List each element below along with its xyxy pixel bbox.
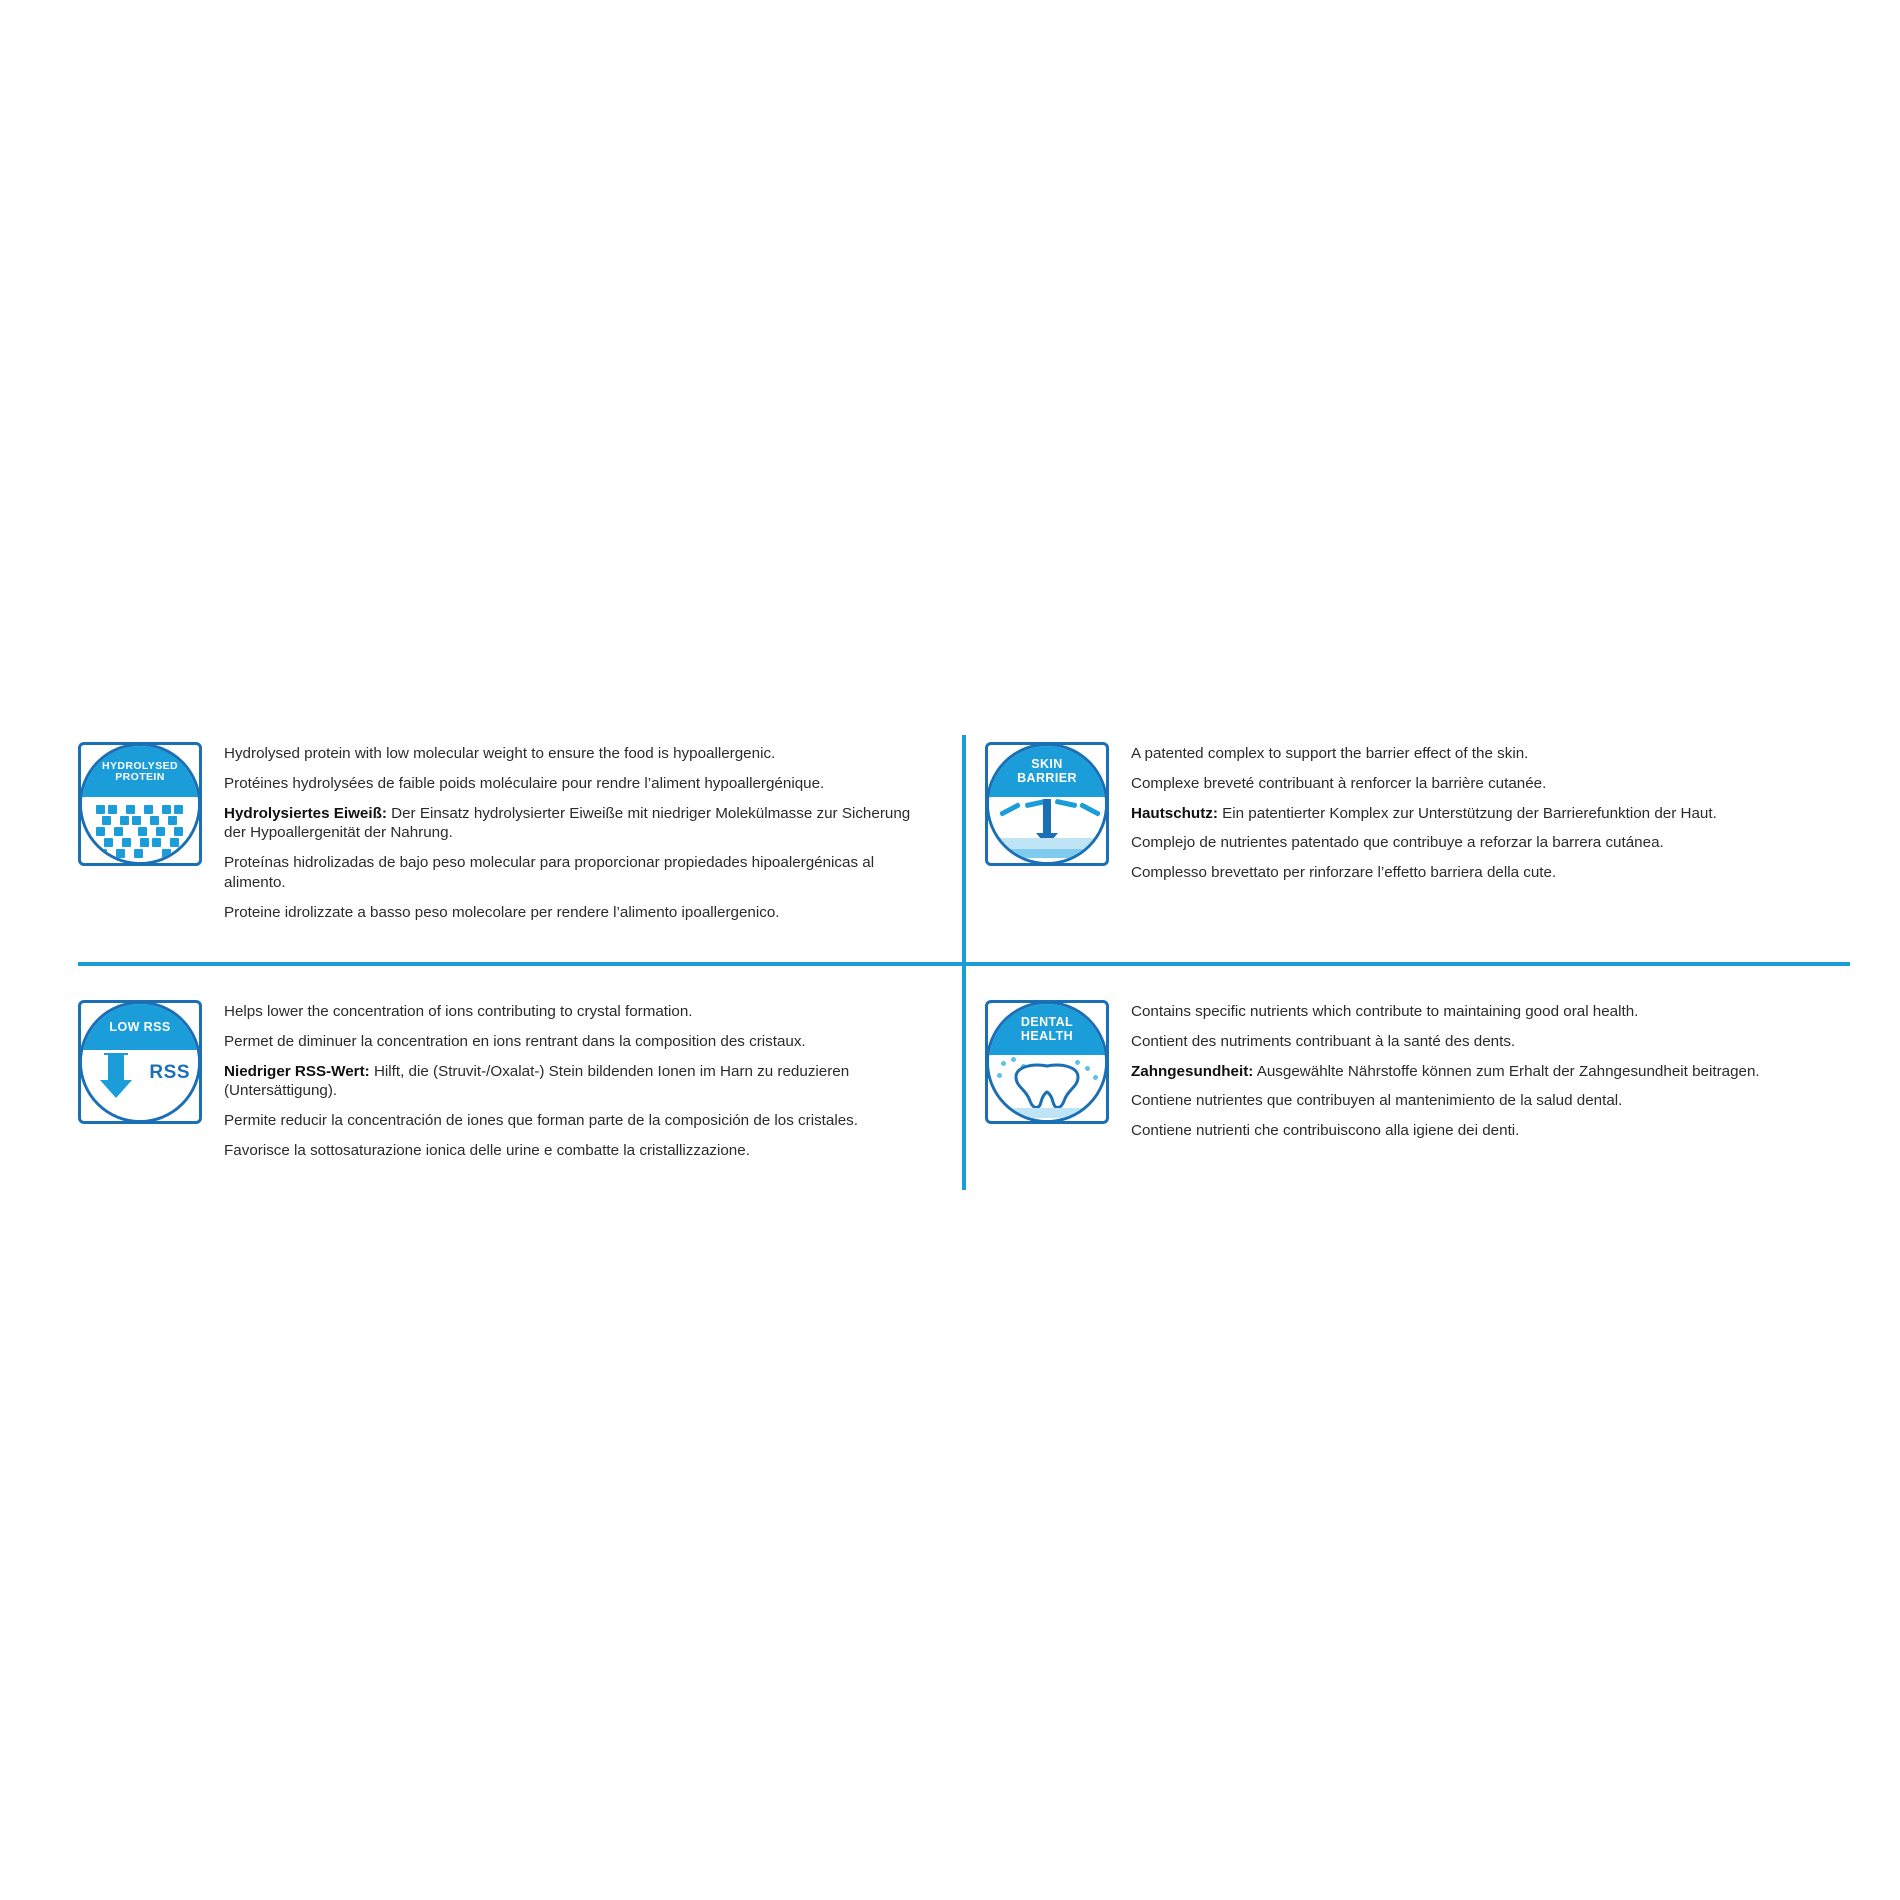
benefit-block-low-rss: [78, 1000, 928, 1161]
benefit-line-text: Hydrolysed protein with low molecular weight to ensure the food is hypoallergenic.: [224, 745, 776, 762]
badge-title-line-1: HYDROLYSED: [102, 759, 178, 772]
pixel-protein-icon: [92, 803, 188, 855]
benefit-line: [1131, 1032, 1840, 1052]
benefit-line-text: Complesso brevettato per rinforzare l’effetto barriera della cute.: [1131, 864, 1557, 881]
badge-title-line-2: BARRIER: [1017, 770, 1077, 785]
benefit-line-text: Complexe breveté contribuant à renforcer la barrière cutanée.: [1131, 774, 1547, 792]
benefit-line-text: Ausgewählte Nährstoffe können zum Erhalt der Zahngesundheit beitragen.: [1253, 1062, 1760, 1080]
benefit-line: [1131, 833, 1840, 853]
tooth-shape-icon: [1010, 1063, 1084, 1111]
benefit-line: [224, 1002, 928, 1022]
skin-barrier-badge: [985, 742, 1109, 866]
benefit-line-text: Der Einsatz hydrolysierter Eiweiße mit niedriger Molekülmasse zur Sicherung der Hypoallergenität der Nahrung.: [224, 804, 911, 842]
benefit-line-text: Contient des nutriments contribuant à la santé des dents.: [1131, 1032, 1516, 1050]
benefit-line-bold: Zahngesundheit:: [1131, 1062, 1254, 1080]
benefit-line-text: Proteine idrolizzate a basso peso molecolare per rendere l’alimento ipoallergenico.: [224, 903, 780, 921]
badge-title-line-1: DENTAL: [1020, 1015, 1074, 1030]
hydrolysed-protein-badge: [78, 742, 202, 866]
benefit-line: [224, 1062, 928, 1102]
benefit-line: [1131, 863, 1840, 883]
benefit-line-text: Contiene nutrientes que contribuyen al mantenimiento de la salud dental.: [1131, 1092, 1623, 1110]
benefit-line: [1131, 774, 1840, 794]
tooth-icon: [989, 1055, 1105, 1120]
benefit-line: [1131, 1091, 1840, 1111]
benefit-line: [1131, 1002, 1840, 1022]
benefit-line-text: Permet de diminuer la concentration en ions rentrant dans la composition des cristaux.: [224, 1032, 806, 1050]
low-rss-graphic-label: RSS: [149, 1062, 190, 1084]
benefit-line: [224, 1141, 928, 1161]
low-rss-arrow-icon: [82, 1050, 198, 1120]
benefit-line: [224, 1111, 928, 1131]
benefit-line-text: A patented complex to support the barrier effect of the skin.: [1131, 745, 1529, 762]
benefit-line: [1131, 1062, 1840, 1082]
benefit-line-text: Helps lower the concentration of ions contributing to crystal formation.: [224, 1003, 693, 1020]
benefit-line-bold: Niedriger RSS-Wert:: [224, 1062, 370, 1080]
dental-health-texts: [1131, 1000, 1840, 1141]
benefit-line-text: Proteínas hidrolizadas de bajo peso molecular para proporcionar propiedades hipoalergénicas al alimento.: [224, 854, 875, 891]
benefit-line: [224, 903, 928, 923]
badge-title-line-2: PROTEIN: [115, 770, 165, 783]
dental-health-badge: [985, 1000, 1109, 1124]
benefit-line-text: Favorisce la sottosaturazione ionica delle urine e combatte la cristallizzazione.: [224, 1141, 750, 1159]
benefit-line: [224, 1032, 928, 1052]
badge-title-line-2: HEALTH: [1020, 1028, 1074, 1043]
hydrolysed-protein-texts: [224, 742, 928, 922]
benefit-line: [1131, 744, 1840, 764]
benefit-line-text: Contiene nutrienti che contribuiscono alla igiene dei denti.: [1131, 1122, 1520, 1139]
benefit-block-skin-barrier: [985, 742, 1840, 883]
badge-title-line-1: LOW RSS: [109, 1019, 171, 1034]
benefit-line-text: Permite reducir la concentración de iones que forman parte de la composición de los cristales.: [224, 1112, 858, 1129]
benefit-line: [1131, 1121, 1840, 1141]
benefit-line-text: Ein patentierter Komplex zur Unterstützung der Barrierefunktion der Haut.: [1217, 804, 1717, 822]
benefit-line: [224, 853, 928, 893]
benefit-line-text: Protéines hydrolysées de faible poids moléculaire pour rendre l’aliment hypoallergénique.: [224, 774, 825, 792]
benefit-line-text: Complejo de nutrientes patentado que contribuye a reforzar la barrera cutánea.: [1131, 834, 1664, 852]
badge-title-line-1: SKIN: [1031, 757, 1063, 772]
skin-barrier-icon: [989, 797, 1105, 862]
benefit-line: [224, 774, 928, 794]
skin-barrier-texts: [1131, 742, 1840, 883]
benefit-line: [224, 744, 928, 764]
low-rss-texts: [224, 1000, 928, 1161]
benefit-line: [1131, 804, 1840, 824]
benefit-block-hydrolysed-protein: [78, 742, 928, 922]
benefit-line-bold: Hautschutz:: [1131, 804, 1218, 822]
benefit-line-bold: Hydrolysiertes Eiweiß:: [224, 804, 387, 822]
benefit-line: [224, 804, 928, 844]
benefit-block-dental-health: [985, 1000, 1840, 1141]
benefit-line-text: Contains specific nutrients which contribute to maintaining good oral health.: [1131, 1003, 1639, 1020]
vertical-divider: [962, 735, 966, 1190]
benefit-line-text: Hilft, die (Struvit-/Oxalat-) Stein bildenden Ionen im Harn zu reduzieren (Untersättigung).: [224, 1062, 850, 1100]
low-rss-badge: [78, 1000, 202, 1124]
